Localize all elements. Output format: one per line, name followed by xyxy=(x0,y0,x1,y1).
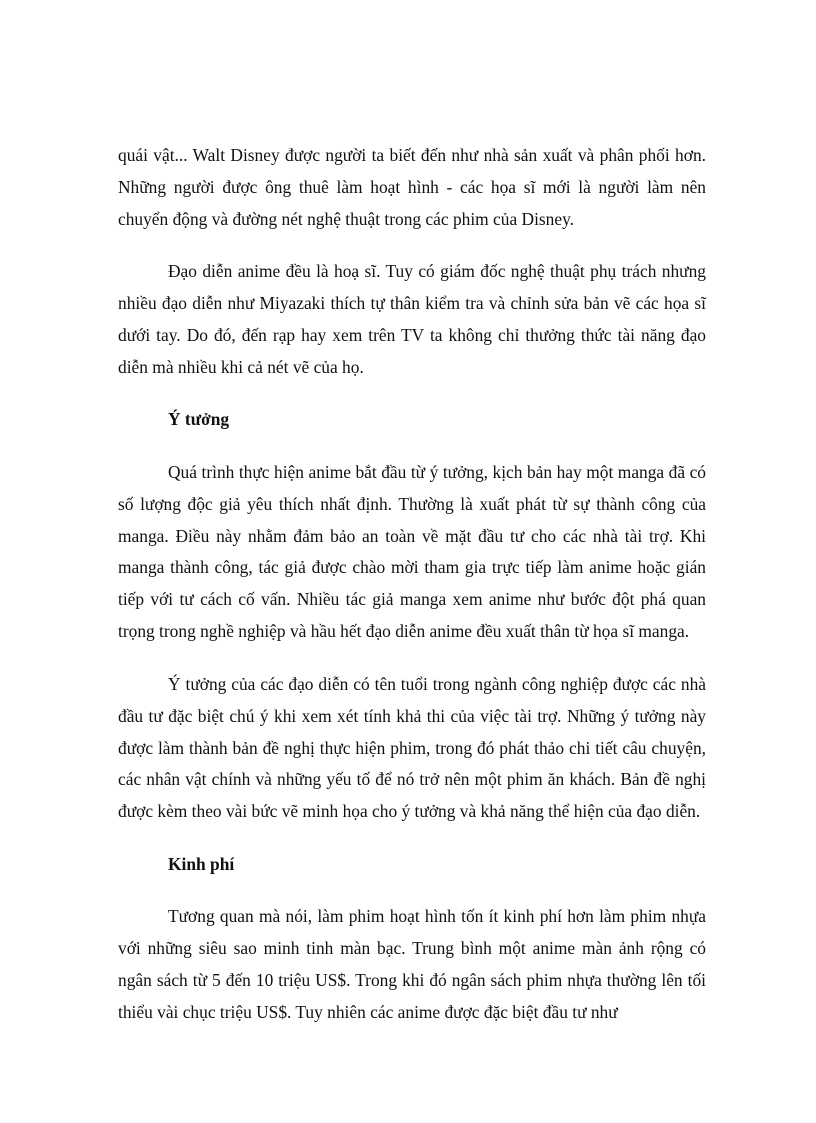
paragraph-continuation: quái vật... Walt Disney được người ta biết đến như nhà sản xuất và phân phối hơn. Những người được ông thuê làm hoạt hình - các họa sĩ mới là người làm nên chuyển động và đường nét nghệ thuật trong các phim của Disney. xyxy=(118,145,706,229)
paragraph-budget: Tương quan mà nói, làm phim hoạt hình tốn ít kinh phí hơn làm phim nhựa với những siêu sao minh tinh màn bạc. Trung bình một anime màn ảnh rộng có ngân sách từ 5 đến 10 triệu US$. Trong khi đó ngân sách phim nhựa thường lên tối thiểu vài chục triệu US$. Tuy nhiên các anime được đặc biệt đầu tư như xyxy=(118,906,706,1022)
paragraph-directors: Đạo diễn anime đều là hoạ sĩ. Tuy có giám đốc nghệ thuật phụ trách nhưng nhiều đạo diễn như Miyazaki thích tự thân kiểm tra và chỉnh sửa bản vẽ các họa sĩ dưới tay. Do đó, đến rạp hay xem trên TV ta không chỉ thưởng thức tài năng đạo diễn mà nhiều khi cả nét vẽ của họ. xyxy=(118,261,706,377)
paragraph-proposal: Ý tưởng của các đạo diễn có tên tuổi trong ngành công nghiệp được các nhà đầu tư đặc biệt chú ý khi xem xét tính khả thi của việc tài trợ. Những ý tưởng này được làm thành bản đề nghị thực hiện phim, trong đó phát thảo chi tiết câu chuyện, các nhân vật chính và những yếu tố để nó trở nên một phim ăn khách. Bản đề nghị được kèm theo vài bức vẽ minh họa cho ý tưởng và khả năng thể hiện của đạo diễn. xyxy=(118,673,706,822)
section-heading-idea: Ý tưởng xyxy=(168,409,230,430)
section-heading-budget: Kinh phí xyxy=(168,853,235,874)
paragraph-process: Quá trình thực hiện anime bắt đầu từ ý tưởng, kịch bản hay một manga đã có số lượng độc giả yêu thích nhất định. Thường là xuất phát từ sự thành công của manga. Điều này nhằm đảm bảo an toàn về mặt đầu tư cho các nhà tài trợ. Khi manga thành công, tác giả được chào mời tham gia trực tiếp làm anime hoặc gián tiếp với tư cách cố vấn. Nhiều tác giả manga xem anime như bước đột phá quan trọng trong nghề nghiệp và hầu hết đạo diễn anime đều xuất thân từ họa sĩ manga. xyxy=(118,461,706,642)
document-page xyxy=(118,140,706,1049)
